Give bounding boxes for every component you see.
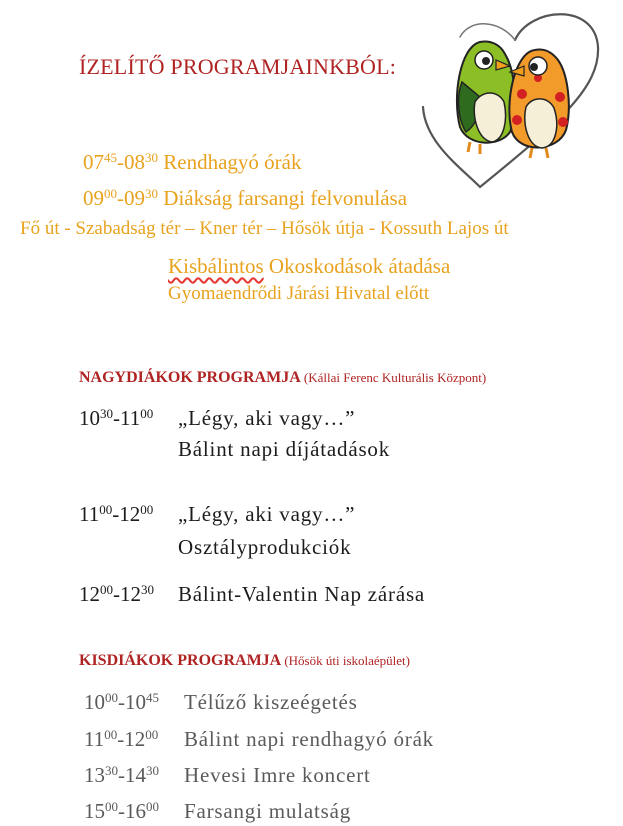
event-time: $10^{00}-10^{45}$ — [84, 689, 160, 714]
kisbalintos-label: Okoskodások átadása — [268, 254, 451, 278]
event-time: $10^{30}-11^{00}$ — [79, 405, 154, 430]
intro-item-label: Rendhagyó órák — [163, 150, 302, 174]
event-time: $11^{00}-12^{00}$ — [84, 726, 159, 751]
section-title-kisdiakok: KISDIÁKOK PROGRAMJA (Hősök úti iskolaépület) — [79, 652, 410, 669]
event-time: $12^{00}-12^{30}$ — [79, 581, 155, 606]
intro-item-label: Diákság farsangi felvonulása — [163, 186, 408, 210]
event-time: $11^{00}-12^{00}$ — [79, 501, 154, 526]
intro-item-kisbalintos — [168, 254, 450, 279]
event-line: „Légy, aki vagy…” — [178, 502, 356, 526]
orange-bird-icon — [509, 49, 568, 158]
section-subtitle: (Kállai Ferenc Kulturális Központ) — [303, 370, 487, 385]
section-title-nagydiakok: NAGYDIÁKOK PROGRAMJA (Kállai Ferenc Kulturális Központ) — [79, 369, 487, 386]
kisbalintos-word: Kisbálintos — [168, 254, 264, 278]
page-title: ÍZELÍTŐ PROGRAMJAINKBÓL: — [79, 54, 397, 79]
green-bird-icon — [457, 42, 515, 155]
event-line: Bálint napi díjátadások — [178, 437, 391, 461]
event-line: Osztályprodukciók — [178, 535, 352, 559]
time-start: 09 — [83, 186, 104, 210]
time-start: 07 — [83, 150, 104, 174]
parade-route: Fő út - Szabadság tér – Kner tér – Hősök útja - Kossuth Lajos út — [20, 218, 509, 239]
event-time: $15^{00}-16^{00}$ — [84, 798, 160, 823]
event-line: Télűző kiszeégetés — [184, 690, 358, 714]
event-line: Bálint napi rendhagyó órák — [184, 727, 434, 751]
kisbalintos-location: Gyomaendrődi Járási Hivatal előtt — [168, 283, 430, 304]
section-subtitle: (Hősök úti iskolaépület) — [284, 653, 410, 668]
event-line: „Légy, aki vagy…” — [178, 406, 356, 430]
love-birds-heart-illustration — [420, 2, 620, 202]
event-time: $13^{30}-14^{30}$ — [84, 762, 160, 787]
event-line: Farsangi mulatság — [184, 799, 351, 823]
event-line: Bálint-Valentin Nap zárása — [178, 582, 426, 606]
intro-item-rendhagyo: $07^{45}-08^{30}$ Rendhagyó órák — [83, 149, 302, 174]
intro-item-felvonulas: $09^{00}-09^{30}$ Diákság farsangi felvonulása — [83, 185, 408, 210]
event-line: Hevesi Imre koncert — [184, 763, 371, 787]
